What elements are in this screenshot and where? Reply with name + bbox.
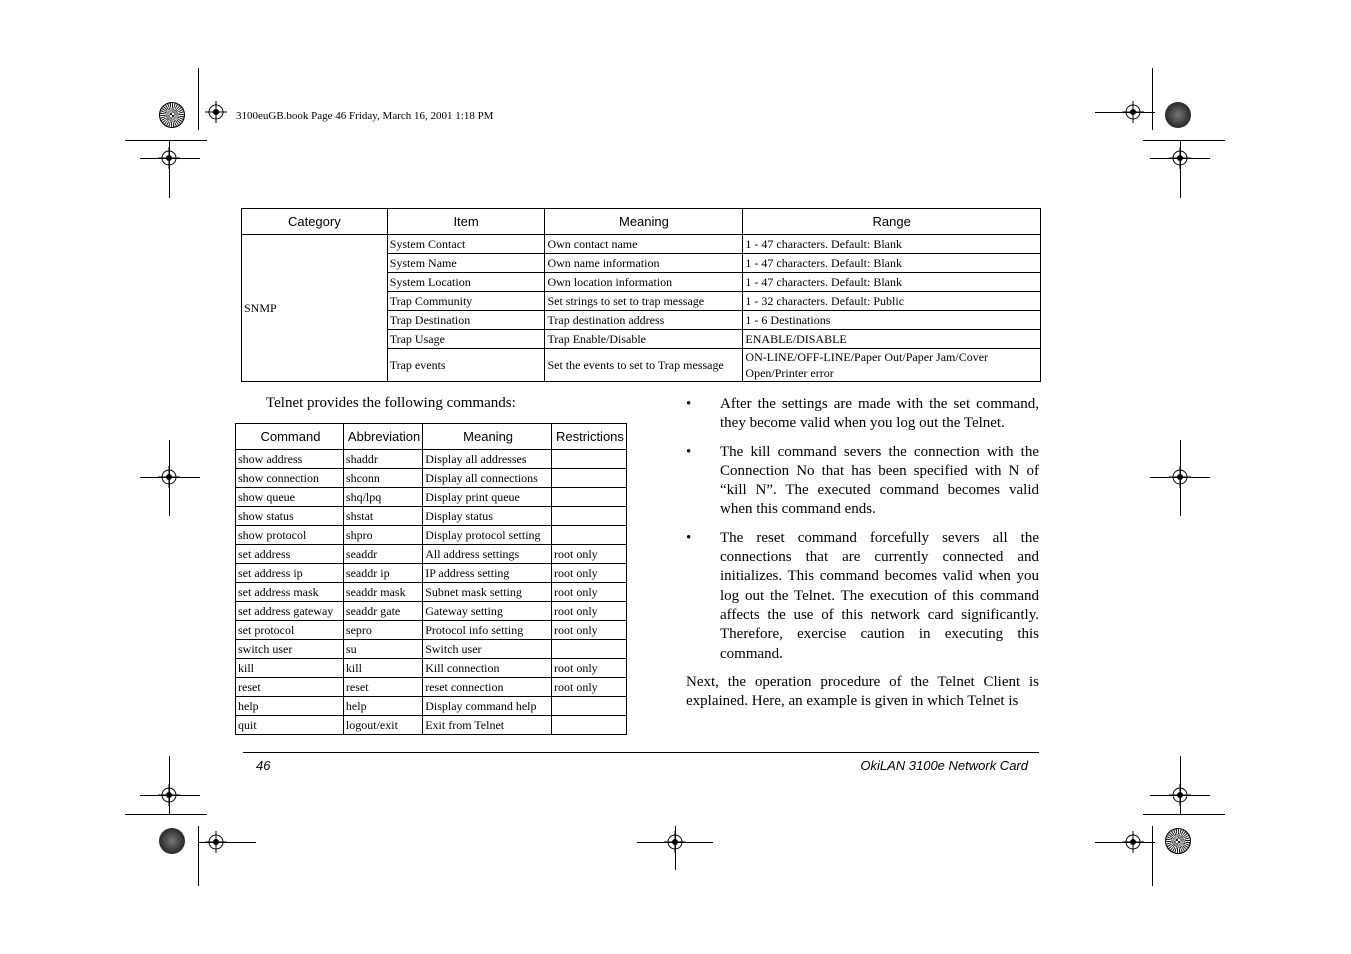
table-cell: Kill connection (423, 659, 552, 678)
crosshair-icon (158, 147, 180, 169)
footer-divider (243, 752, 1039, 753)
table-cell: root only (552, 621, 627, 640)
table-row (236, 526, 627, 545)
registration-disc-icon (159, 828, 185, 854)
crosshair-icon (1122, 831, 1144, 853)
table-cell: Gateway setting (423, 602, 552, 621)
table-cell: help (343, 697, 422, 716)
table-cell: shq/lpq (343, 488, 422, 507)
column-header: Meaning (545, 209, 743, 235)
table-cell: Trap Usage (387, 330, 545, 349)
bullet-item (686, 443, 1039, 520)
table-cell: seaddr (343, 545, 422, 564)
table-row (236, 678, 627, 697)
table-row (236, 621, 627, 640)
table-cell: 1 - 47 characters. Default: Blank (743, 254, 1041, 273)
table-row (236, 640, 627, 659)
table-cell: set address (236, 545, 344, 564)
column-header: Category (242, 209, 388, 235)
table-cell: reset (236, 678, 344, 697)
crosshair-icon (1169, 147, 1191, 169)
column-header: Command (236, 424, 344, 450)
table-cell: All address settings (423, 545, 552, 564)
bullet-icon: • (686, 529, 692, 546)
bullet-icon: • (686, 396, 692, 412)
table-cell (552, 488, 627, 507)
column-header: Restrictions (552, 424, 627, 450)
table-cell: Trap Enable/Disable (545, 330, 743, 349)
table-cell: seaddr gate (343, 602, 422, 621)
table-cell: Set the events to set to Trap message (545, 349, 743, 382)
table-cell: root only (552, 564, 627, 583)
table-cell: System Contact (387, 235, 545, 254)
table-cell: seaddr ip (343, 564, 422, 583)
snmp-settings-table (241, 208, 1041, 382)
table-row (236, 545, 627, 564)
crosshair-icon (158, 784, 180, 806)
table-cell: set address mask (236, 583, 344, 602)
table-cell: Display all addresses (423, 450, 552, 469)
crosshair-icon (158, 466, 180, 488)
table-cell: switch user (236, 640, 344, 659)
table-cell: Own location information (545, 273, 743, 292)
table-cell: Exit from Telnet (423, 716, 552, 735)
table-cell: System Name (387, 254, 545, 273)
table-cell: set protocol (236, 621, 344, 640)
table-cell: set address gateway (236, 602, 344, 621)
table-cell: show queue (236, 488, 344, 507)
table-cell (552, 450, 627, 469)
table-cell: Set strings to set to trap message (545, 292, 743, 311)
page-number: 46 (256, 758, 271, 773)
column-header: Range (743, 209, 1041, 235)
table-cell: set address ip (236, 564, 344, 583)
table-cell: 1 - 47 characters. Default: Blank (743, 273, 1041, 292)
right-column-text (686, 395, 1039, 711)
bullet-item (686, 529, 1039, 664)
table-cell: Own contact name (545, 235, 743, 254)
table-cell: root only (552, 583, 627, 602)
table-cell: show connection (236, 469, 344, 488)
table-cell (552, 697, 627, 716)
table-cell: root only (552, 602, 627, 621)
table-row (236, 488, 627, 507)
table-cell: Display print queue (423, 488, 552, 507)
footer-title: OkiLAN 3100e Network Card (860, 758, 1028, 773)
table-cell: Display command help (423, 697, 552, 716)
table-row (236, 697, 627, 716)
table-row (236, 659, 627, 678)
table-cell: ENABLE/DISABLE (743, 330, 1041, 349)
table-cell: 1 - 47 characters. Default: Blank (743, 235, 1041, 254)
table-cell: root only (552, 545, 627, 564)
table-header-row (236, 424, 627, 450)
table-cell: logout/exit (343, 716, 422, 735)
bullet-icon: • (686, 443, 692, 460)
table-cell: root only (552, 659, 627, 678)
print-header: 3100euGB.book Page 46 Friday, March 16, 2001 1:18 PM (236, 110, 494, 122)
table-cell: seaddr mask (343, 583, 422, 602)
crosshair-icon (205, 831, 227, 853)
table-cell: Own name information (545, 254, 743, 273)
table-row (236, 507, 627, 526)
table-cell: show protocol (236, 526, 344, 545)
table-cell: Trap Community (387, 292, 545, 311)
table-cell: sepro (343, 621, 422, 640)
telnet-intro: Telnet provides the following commands: (266, 395, 516, 411)
registration-disc-icon (1165, 828, 1191, 854)
crosshair-icon (1169, 466, 1191, 488)
table-cell: Trap events (387, 349, 545, 382)
bullet-text: After the settings are made with the set command, they become valid when you log out the Telnet. (720, 396, 1039, 432)
table-cell: root only (552, 678, 627, 697)
table-cell: reset connection (423, 678, 552, 697)
crosshair-icon (205, 101, 227, 123)
table-row (236, 602, 627, 621)
table-row (236, 450, 627, 469)
table-cell: 1 - 6 Destinations (743, 311, 1041, 330)
table-cell: shconn (343, 469, 422, 488)
table-header-row (242, 209, 1041, 235)
table-cell: show status (236, 507, 344, 526)
table-cell: su (343, 640, 422, 659)
table-cell: Switch user (423, 640, 552, 659)
registration-disc-icon (1165, 102, 1191, 128)
table-cell: Subnet mask setting (423, 583, 552, 602)
crosshair-icon (1169, 784, 1191, 806)
table-cell: help (236, 697, 344, 716)
telnet-commands-table (235, 423, 627, 735)
table-row (236, 716, 627, 735)
table-row (236, 564, 627, 583)
body-paragraph: Next, the operation procedure of the Telnet Client is explained. Here, an example is given in which Telnet is (686, 673, 1039, 710)
table-row (236, 583, 627, 602)
table-cell (552, 526, 627, 545)
table-cell (552, 640, 627, 659)
table-cell: quit (236, 716, 344, 735)
column-header: Item (387, 209, 545, 235)
table-cell: shstat (343, 507, 422, 526)
column-header: Meaning (423, 424, 552, 450)
table-cell: kill (343, 659, 422, 678)
table-row (242, 235, 1041, 254)
table-cell: kill (236, 659, 344, 678)
crosshair-icon (664, 831, 686, 853)
category-cell: SNMP (242, 235, 388, 382)
crosshair-icon (1122, 101, 1144, 123)
table-cell (552, 507, 627, 526)
table-cell: reset (343, 678, 422, 697)
registration-disc-icon (159, 102, 185, 128)
table-cell: Trap Destination (387, 311, 545, 330)
table-cell: shaddr (343, 450, 422, 469)
bullet-item (686, 395, 1039, 434)
table-cell: 1 - 32 characters. Default: Public (743, 292, 1041, 311)
table-cell: Display status (423, 507, 552, 526)
bullet-text: The kill command severs the connection with the Connection No that has been specified with N of “kill N”. The executed command becomes valid when this command ends. (720, 443, 1039, 518)
table-cell (552, 469, 627, 488)
table-row (236, 469, 627, 488)
table-cell (552, 716, 627, 735)
table-cell: System Location (387, 273, 545, 292)
table-cell: ON-LINE/OFF-LINE/Paper Out/Paper Jam/Cover Open/Printer error (743, 349, 1041, 382)
table-cell: shpro (343, 526, 422, 545)
table-cell: Protocol info setting (423, 621, 552, 640)
bullet-text: The reset command forcefully severs all the connections that are currently connected and initializes. This command becomes valid when you log out the Telnet. The execution of this command affects the use of this network card significantly. Therefore, exercise caution in executing this command. (720, 529, 1039, 662)
table-cell: show address (236, 450, 344, 469)
table-cell: IP address setting (423, 564, 552, 583)
table-cell: Display protocol setting (423, 526, 552, 545)
column-header: Abbreviation (343, 424, 422, 450)
table-cell: Display all connections (423, 469, 552, 488)
table-cell: Trap destination address (545, 311, 743, 330)
